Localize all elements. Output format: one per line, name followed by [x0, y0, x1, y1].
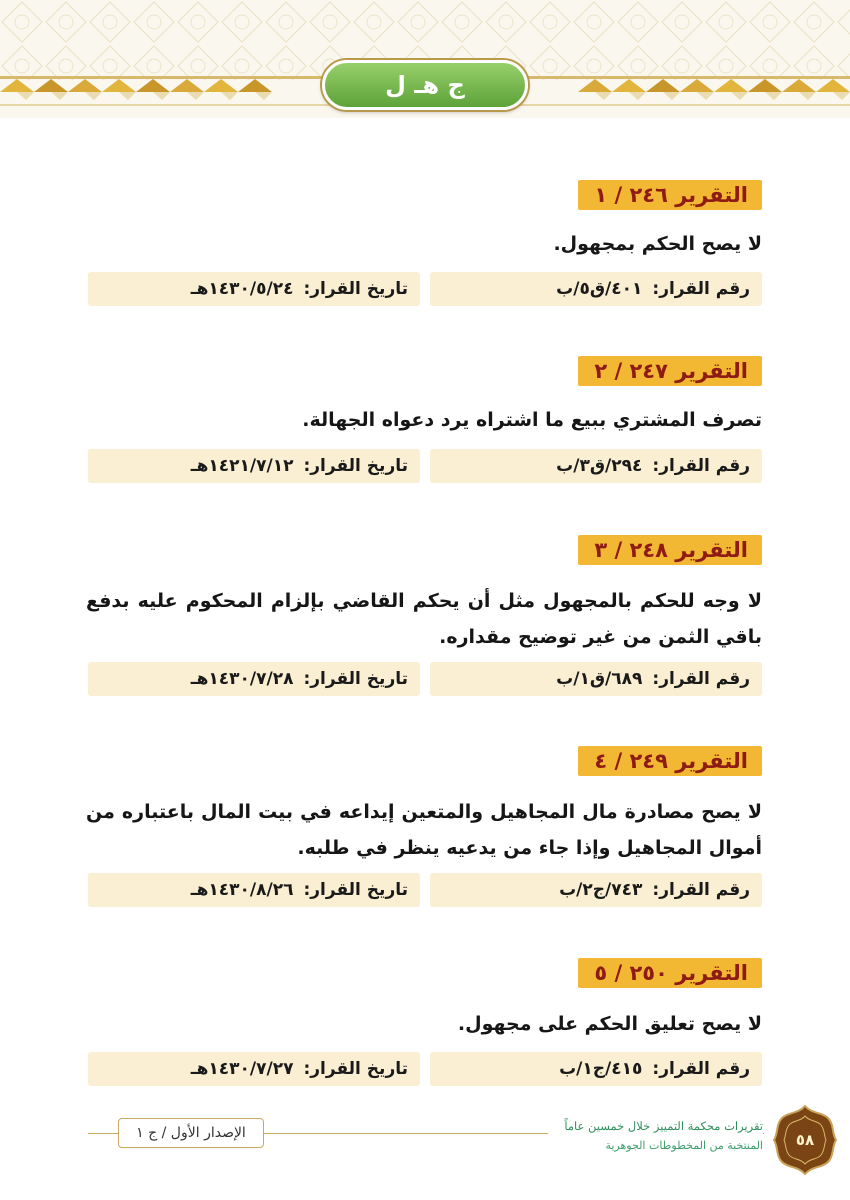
- frieze-triangle: [680, 79, 714, 92]
- edition-label: الإصدار الأول / ج ١: [118, 1118, 264, 1148]
- decision-number-value: ٧٤٣/ج٢/ب: [559, 880, 643, 900]
- frieze-triangle: [204, 79, 238, 92]
- decision-number-label: رقم القرار:: [652, 1059, 750, 1079]
- frieze-triangle: [0, 79, 34, 92]
- entry-text: لا وجه للحكم بالمجهول مثل أن يحكم القاضي بإلزام المحكوم عليه بدفع باقي الثمن من غير توضيح مقداره.: [86, 590, 762, 648]
- entry-title: التقرير ٢٤٧ / ٢: [578, 356, 762, 386]
- decision-date-box: [88, 873, 420, 907]
- book-title-line-1: تقريرات محكمة التمييز خلال خمسين عاماً: [564, 1119, 763, 1133]
- decision-date-label: تاريخ القرار:: [303, 880, 408, 900]
- decision-date-box: [88, 449, 420, 483]
- frieze-triangle: [85, 92, 102, 100]
- frieze-triangle: [170, 79, 204, 92]
- decision-date-box: [88, 662, 420, 696]
- page-number: ٥٨: [795, 1131, 815, 1149]
- entry-title: التقرير ٢٥٠ / ٥: [578, 958, 762, 988]
- frieze-triangle: [187, 92, 204, 100]
- entry-title: التقرير ٢٤٦ / ١: [578, 180, 762, 210]
- frieze-triangle: [153, 92, 170, 100]
- decision-date-label: تاريخ القرار:: [303, 279, 408, 299]
- frieze-triangle: [136, 79, 170, 92]
- decision-number-box: [430, 662, 762, 696]
- entry-title: التقرير ٢٤٩ / ٤: [578, 746, 762, 776]
- header-band: [0, 0, 850, 118]
- decision-number-label: رقم القرار:: [652, 880, 750, 900]
- frieze-triangle: [255, 92, 272, 100]
- entry-text: لا يصح الحكم بمجهول.: [553, 233, 762, 255]
- decision-number-value: ٢٩٤/ق٣/ب: [556, 456, 643, 476]
- decision-number-box: [430, 873, 762, 907]
- decision-date-value: ١٤٢١/٧/١٢هـ: [190, 456, 294, 476]
- frieze-triangle: [595, 92, 612, 100]
- frieze-triangle: [51, 92, 68, 100]
- frieze-triangle: [68, 79, 102, 92]
- frieze-triangle: [119, 92, 136, 100]
- decision-number-box: [430, 272, 762, 306]
- decision-date-box: [88, 272, 420, 306]
- frieze-triangle: [238, 79, 272, 92]
- decision-number-value: ٤١٥/ج١/ب: [559, 1059, 643, 1079]
- decision-number-box: [430, 449, 762, 483]
- book-title-line-2: المنتخبة من المخطوطات الجوهرية: [605, 1139, 763, 1152]
- decision-date-value: ١٤٣٠/٧/٢٧هـ: [190, 1059, 294, 1079]
- decision-date-value: ١٤٣٠/٧/٢٨هـ: [190, 669, 294, 689]
- frieze-triangle: [612, 79, 646, 92]
- decision-date-label: تاريخ القرار:: [303, 456, 408, 476]
- frieze-triangle: [782, 79, 816, 92]
- entry-title: التقرير ٢٤٨ / ٣: [578, 535, 762, 565]
- frieze-triangle: [17, 92, 34, 100]
- frieze-triangle: [663, 92, 680, 100]
- frieze-triangle: [34, 79, 68, 92]
- decision-number-value: ٦٨٩/ق١/ب: [556, 669, 643, 689]
- decision-date-box: [88, 1052, 420, 1086]
- page-number-badge: [772, 1104, 838, 1176]
- frieze-triangle: [697, 92, 714, 100]
- decision-number-label: رقم القرار:: [652, 669, 750, 689]
- frieze-triangle: [578, 79, 612, 92]
- frieze-triangle: [799, 92, 816, 100]
- frieze-triangle: [833, 92, 850, 100]
- decision-date-value: ١٤٣٠/٨/٢٦هـ: [190, 880, 294, 900]
- decision-date-label: تاريخ القرار:: [303, 669, 408, 689]
- frieze-triangle: [765, 92, 782, 100]
- decision-number-value: ٤٠١/ق٥/ب: [556, 279, 643, 299]
- entry-text: تصرف المشتري ببيع ما اشتراه يرد دعواه الجهالة.: [302, 409, 762, 431]
- frieze-triangle: [731, 92, 748, 100]
- decision-date-value: ١٤٣٠/٥/٢٤هـ: [190, 279, 294, 299]
- book-title: [548, 1116, 763, 1162]
- frieze-triangle: [102, 79, 136, 92]
- page-title: ج هـ ل: [322, 60, 528, 110]
- frieze-triangle: [646, 79, 680, 92]
- frieze-triangle: [714, 79, 748, 92]
- frieze-triangle: [629, 92, 646, 100]
- frieze-triangle: [221, 92, 238, 100]
- entry-text: لا يصح مصادرة مال المجاهيل والمتعين إيداعه في بيت المال باعتباره من أموال المجاهيل وإذا جاء من يدعيه ينظر في طلبه.: [86, 801, 762, 859]
- decision-number-label: رقم القرار:: [652, 456, 750, 476]
- frieze-triangle: [748, 79, 782, 92]
- decision-number-label: رقم القرار:: [652, 279, 750, 299]
- decision-number-box: [430, 1052, 762, 1086]
- decision-date-label: تاريخ القرار:: [303, 1059, 408, 1079]
- entry-text: لا يصح تعليق الحكم على مجهول.: [457, 1013, 762, 1035]
- frieze-triangle: [816, 79, 850, 92]
